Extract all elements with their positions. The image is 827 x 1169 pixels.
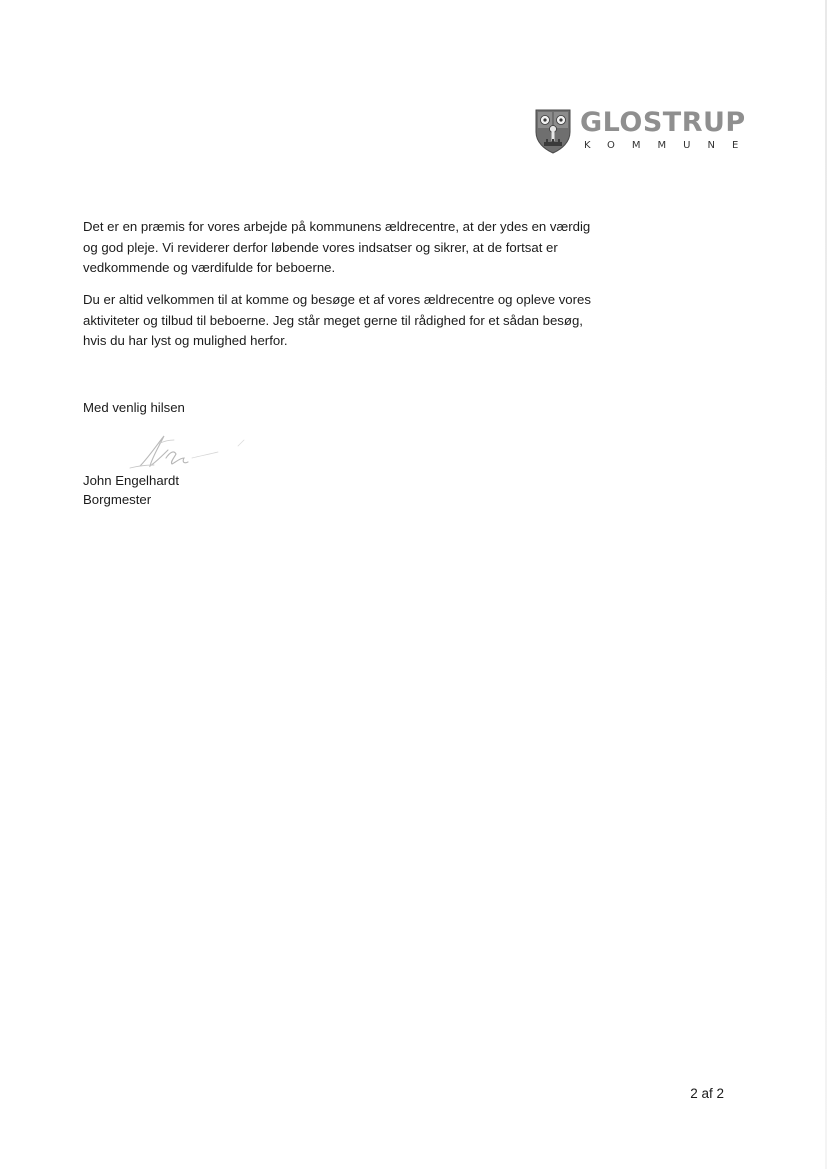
closing-greeting: Med venlig hilsen (83, 400, 185, 415)
page-number: 2 af 2 (690, 1086, 724, 1101)
body-paragraph-1: Det er en præmis for vores arbejde på kommunens ældrecentre, at der ydes en værdig og god pleje. Vi reviderer derfor løbende vores indsatser og sikrer, at de fortsat er vedkommende og værdifulde for beboerne. (83, 219, 591, 275)
logo-subline: KOMMUNE (584, 140, 756, 151)
logo-wordmark: GLOSTRUP (580, 107, 746, 138)
signer-block (83, 471, 179, 509)
glostrup-logo (534, 107, 756, 156)
coat-of-arms-icon (534, 108, 572, 154)
signer-name: John Engelhardt (83, 473, 180, 488)
body-paragraph-2: Du er altid velkommen til at komme og besøge et af vores ældrecentre og opleve vores aktiviteter og tilbud til beboerne. Jeg står meget gerne til rådighed for et sådan besøg, hvis du har lyst og mulighed herfor. (83, 292, 591, 348)
signer-title: Borgmester (83, 492, 152, 507)
